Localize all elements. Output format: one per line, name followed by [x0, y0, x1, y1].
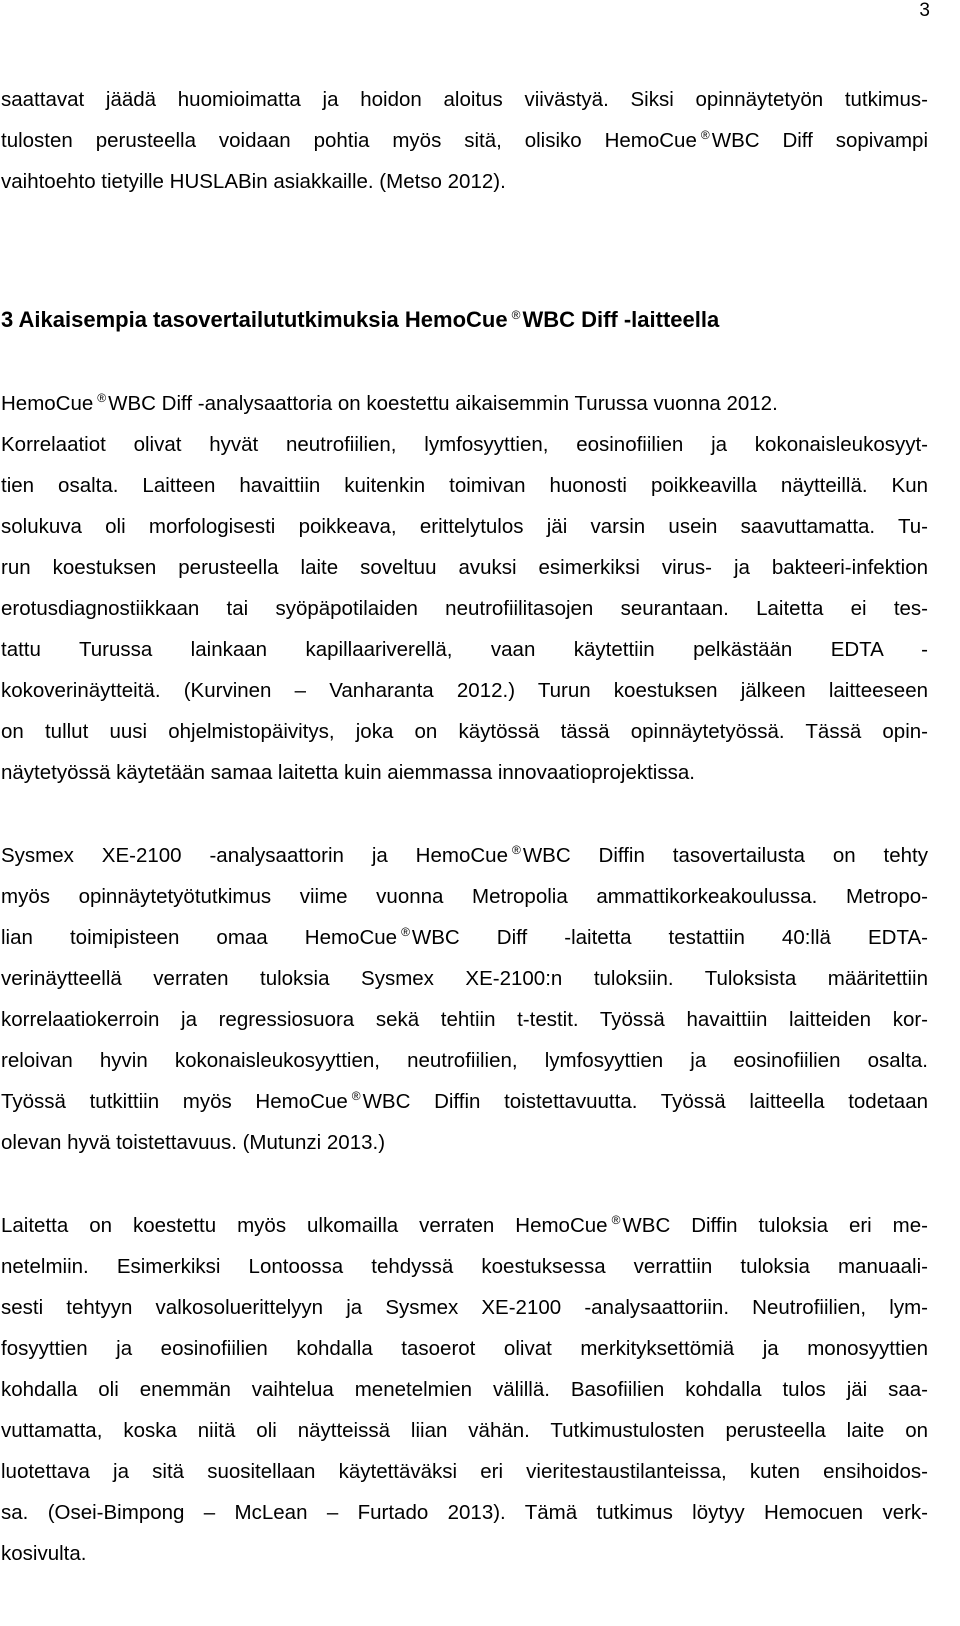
- text-line: korrelaatiokerroin ja regressiosuora sekä tehtiin t-testit. Työssä havaittiin laitteiden kor-: [1, 1008, 928, 1031]
- registered-mark: ®: [401, 925, 410, 939]
- text-line: kosivulta.: [1, 1542, 87, 1565]
- text-line: Korrelaatiot olivat hyvät neutrofiilien, lymfosyyttien, eosinofiilien ja kokonaisleukosyyt-: [1, 433, 928, 456]
- text-line: luotettava ja sitä suositellaan käytettäväksi eri vieritestaustilanteissa, kuten ensihoidos-: [1, 1460, 928, 1483]
- text-line: tattu Turussa lainkaan kapillaariverellä, vaan käytettiin pelkästään EDTA -: [1, 638, 928, 661]
- text-line: tien osalta. Laitteen havaittiin kuitenkin toimivan huonosti poikkeavilla näytteillä. Kun: [1, 474, 928, 497]
- text-line: HemoCue ®WBC Diff -analysaattoria on koestettu aikaisemmin Turussa vuonna 2012.: [1, 391, 778, 415]
- registered-mark: ®: [511, 843, 521, 857]
- text-line: vuttamatta, koska niitä oli näytteissä liian vähän. Tutkimustulosten perusteella laite on: [1, 1419, 928, 1442]
- text-line: kokoverinäytteitä. (Kurvinen – Vanharanta 2012.) Turun koestuksen jälkeen laitteeseen: [1, 679, 928, 702]
- registered-mark: ®: [351, 1089, 361, 1103]
- text-line: fosyyttien ja eosinofiilien kohdalla tasoerot olivat merkityksettömiä ja monosyyttien: [1, 1337, 928, 1360]
- text-line: sesti tehtyyn valkosoluerittelyyn ja Sysmex XE-2100 -analysaattoriin. Neutrofiilien, lym-: [1, 1296, 928, 1319]
- page-number: 3: [919, 0, 930, 21]
- text-line: myös opinnäytetyötutkimus viime vuonna Metropolia ammattikorkeakoulussa. Metropo-: [1, 885, 928, 908]
- text-line: saattavat jäädä huomioimatta ja hoidon aloitus viivästyä. Siksi opinnäytetyön tutkimus-: [1, 88, 928, 111]
- registered-mark: ®: [97, 391, 107, 405]
- text-line: olevan hyvä toistettavuus. (Mutunzi 2013.): [1, 1131, 386, 1154]
- text-line: lian toimipisteen omaa HemoCue ®WBC Diff -laitetta testattiin 40:llä EDTA-: [1, 925, 928, 949]
- text-line: näytetyössä käytetään samaa laitetta kuin aiemmassa innovaatioprojektissa.: [1, 761, 695, 784]
- text-line: netelmiin. Esimerkiksi Lontoossa tehdyssä koestuksessa verrattiin tuloksia manuaali-: [1, 1255, 928, 1278]
- text-line: run koestuksen perusteella laite soveltuu avuksi esimerkiksi virus- ja bakteeri-infektion: [1, 556, 928, 579]
- text-line: Laitetta on koestettu myös ulkomailla verraten HemoCue ®WBC Diffin tuloksia eri me-: [1, 1213, 928, 1237]
- text-line: Työssä tutkittiin myös HemoCue ®WBC Diffin toistettavuutta. Työssä laitteella todetaan: [1, 1089, 929, 1113]
- registered-mark: ®: [700, 128, 710, 142]
- text-line: erotusdiagnostiikkaan tai syöpäpotilaiden neutrofiilitasojen seurantaan. Laitetta ei tes-: [1, 597, 928, 620]
- registered-mark: ®: [611, 1213, 621, 1227]
- text-line: solukuva oli morfologisesti poikkeava, erittelytulos jäi varsin usein saavuttamatta. Tu-: [1, 515, 928, 538]
- text-line: verinäytteellä verraten tuloksia Sysmex XE-2100:n tuloksiin. Tuloksista määritettiin: [1, 967, 928, 990]
- text-line: tulosten perusteella voidaan pohtia myös sitä, olisiko HemoCue ®WBC Diff sopivampi: [1, 128, 929, 152]
- text-line: reloivan hyvin kokonaisleukosyyttien, neutrofiilien, lymfosyyttien ja eosinofiilien osalta.: [1, 1049, 928, 1072]
- text-line: vaihtoehto tietyille HUSLABin asiakkaille. (Metso 2012).: [1, 170, 506, 193]
- registered-mark: ®: [511, 308, 521, 322]
- text-line: Sysmex XE-2100 -analysaattorin ja HemoCue ®WBC Diffin tasovertailusta on tehty: [1, 843, 929, 867]
- text-line: on tullut uusi ohjelmistopäivitys, joka on käytössä tässä opinnäytetyössä. Tässä opin-: [1, 720, 928, 743]
- section-heading: 3 Aikaisempia tasovertailututkimuksia HemoCue ®WBC Diff -laitteella: [1, 307, 720, 332]
- text-line: kohdalla oli enemmän vaihtelua menetelmien välillä. Basofiilien kohdalla tulos jäi saa-: [1, 1378, 928, 1401]
- text-line: sa. (Osei-Bimpong – McLean – Furtado 2013). Tämä tutkimus löytyy Hemocuen verk-: [1, 1501, 928, 1524]
